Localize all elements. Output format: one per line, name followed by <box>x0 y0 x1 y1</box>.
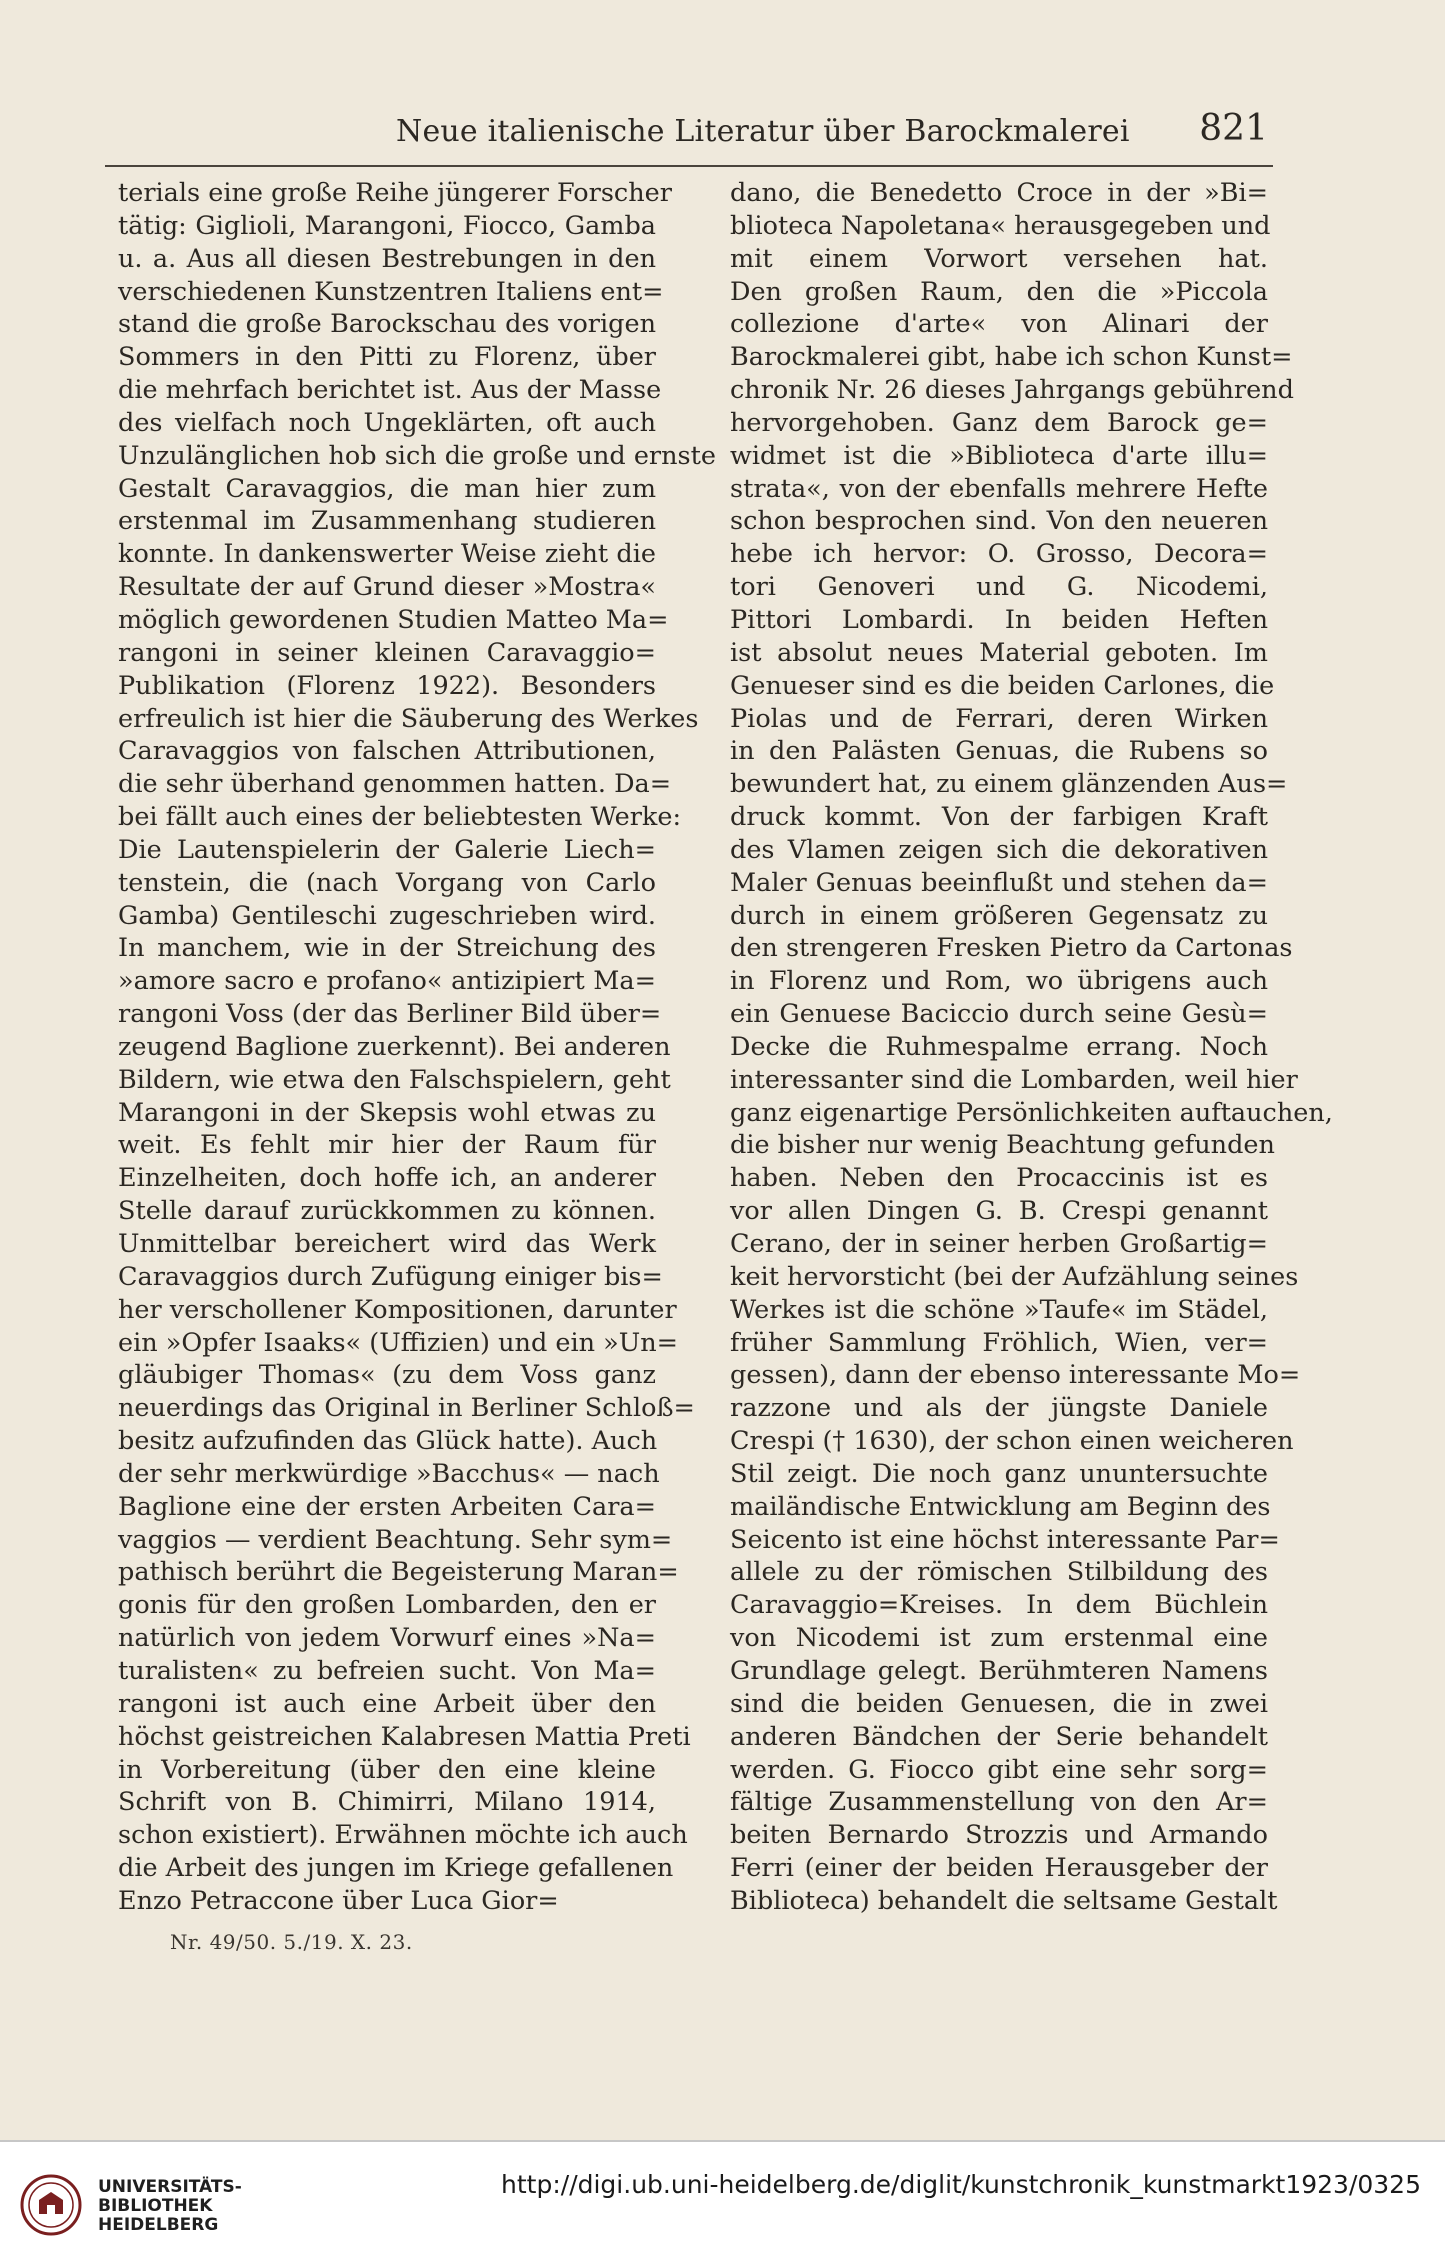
text-line: Gestalt Caravaggios, die man hier zum <box>118 473 656 504</box>
text-line: tätig: Giglioli, Marangoni, Fiocco, Gamba <box>118 210 656 241</box>
text-line: Unzulänglichen hob sich die große und ernste <box>118 440 716 471</box>
text-line: mit einem Vorwort versehen hat. <box>730 243 1268 274</box>
text-line: ist absolut neues Material geboten. Im <box>730 637 1268 668</box>
source-url-link[interactable]: http://digi.ub.uni-heidelberg.de/diglit/kunstchronik_kunstmarkt1923/0325 <box>501 2170 1421 2199</box>
text-line: Ferri (einer der beiden Herausgeber der <box>730 1853 1268 1884</box>
left-column <box>118 177 716 1918</box>
text-line: tenstein, die (nach Vorgang von Carlo <box>118 867 656 898</box>
text-line: razzone und als der jüngste Daniele <box>730 1393 1268 1424</box>
library-name-line: BIBLIOTHEK <box>98 2196 213 2216</box>
text-line: neuerdings das Original in Berliner Schloß= <box>118 1393 695 1424</box>
text-line: In manchem, wie in der Streichung des <box>118 933 656 964</box>
text-line: Werkes ist die schöne »Taufe« im Städel, <box>730 1294 1268 1325</box>
text-line: turalisten« zu befreien sucht. Von Ma= <box>118 1655 656 1686</box>
text-line: konnte. In dankenswerter Weise zieht die <box>118 539 656 570</box>
text-line: allele zu der römischen Stilbildung des <box>730 1557 1268 1588</box>
text-line: ein »Opfer Isaaks« (Uffizien) und ein »Un= <box>118 1327 679 1358</box>
text-line: terials eine große Reihe jüngerer Forscher <box>118 178 672 208</box>
text-line: Decke die Ruhmespalme errang. Noch <box>730 1031 1268 1062</box>
text-line: mailändische Entwicklung am Beginn des <box>730 1491 1271 1522</box>
text-line: keit hervorsticht (bei der Aufzählung seines <box>730 1261 1299 1292</box>
text-line: durch in einem größeren Gegensatz zu <box>730 900 1268 931</box>
text-line: fältige Zusammenstellung von den Ar= <box>730 1787 1268 1818</box>
text-line: stand die große Barockschau des vorigen <box>118 309 656 340</box>
page-number: 821 <box>1199 108 1268 149</box>
text-line: gonis für den großen Lombarden, den er <box>118 1590 656 1621</box>
text-line: pathisch berührt die Begeisterung Maran= <box>118 1557 679 1588</box>
text-line: Caravaggios von falschen Attributionen, <box>118 736 656 767</box>
university-seal-icon <box>20 2174 82 2236</box>
text-line: zeugend Baglione zuerkennt). Bei anderen <box>118 1031 671 1062</box>
text-line: die mehrfach berichtet ist. Aus der Masse <box>118 375 662 406</box>
text-line: besitz aufzufinden das Glück hatte). Auch <box>118 1426 658 1457</box>
text-line: von Nicodemi ist zum erstenmal eine <box>730 1623 1268 1654</box>
text-line: in den Palästen Genuas, die Rubens so <box>730 736 1268 767</box>
text-line: chronik Nr. 26 dieses Jahrgangs gebührend <box>730 375 1294 406</box>
text-line: her verschollener Kompositionen, darunter <box>118 1294 677 1325</box>
text-line: sind die beiden Genuesen, die in zwei <box>730 1688 1268 1719</box>
text-line: Stil zeigt. Die noch ganz ununtersuchte <box>730 1458 1268 1489</box>
text-line: ein Genuese Baciccio durch seine Gesù= <box>730 999 1268 1030</box>
text-line: beiten Bernardo Strozzis und Armando <box>730 1820 1268 1851</box>
text-line: u. a. Aus all diesen Bestrebungen in den <box>118 243 656 274</box>
text-line: collezione d'arte« von Alinari der <box>730 309 1268 340</box>
text-line: widmet ist die »Biblioteca d'arte illu= <box>730 440 1268 471</box>
text-line: Stelle darauf zurückkommen zu können. <box>118 1196 656 1227</box>
text-line: Piolas und de Ferrari, deren Wirken <box>730 703 1268 734</box>
text-line: Gamba) Gentileschi zugeschrieben wird. <box>118 900 656 931</box>
text-line: Biblioteca) behandelt die seltsame Gestalt <box>730 1885 1278 1916</box>
text-line: Cerano, der in seiner herben Großartig= <box>730 1229 1268 1259</box>
text-line: Grundlage gelegt. Berühmteren Namens <box>730 1655 1268 1686</box>
text-line: die sehr überhand genommen hatten. Da= <box>118 769 672 800</box>
library-logo[interactable] <box>20 2172 420 2252</box>
text-line: Pittori Lombardi. In beiden Heften <box>730 604 1268 635</box>
library-name-line: UNIVERSITÄTS- <box>98 2177 242 2197</box>
text-line: Sommers in den Pitti zu Florenz, über <box>118 342 656 373</box>
text-line: hebe ich hervor: O. Grosso, Decora= <box>730 539 1268 570</box>
text-line: in Vorbereitung (über den eine kleine <box>118 1754 656 1785</box>
text-line: Maler Genuas beeinflußt und stehen da= <box>730 867 1268 898</box>
viewer-footer <box>0 2140 1445 2268</box>
library-name <box>98 2178 242 2235</box>
text-line: Baglione eine der ersten Arbeiten Cara= <box>118 1491 656 1522</box>
text-line: weit. Es fehlt mir hier der Raum für <box>118 1130 656 1161</box>
text-line: blioteca Napoletana« herausgegeben und <box>730 210 1271 241</box>
text-line: Einzelheiten, doch hoffe ich, an anderer <box>118 1163 656 1194</box>
text-line: gläubiger Thomas« (zu dem Voss ganz <box>118 1360 656 1391</box>
header-rule <box>105 165 1273 167</box>
text-line: schon besprochen sind. Von den neueren <box>730 506 1268 537</box>
text-line: Barockmalerei gibt, habe ich schon Kunst= <box>730 342 1293 373</box>
text-line: ganz eigenartige Persönlichkeiten auftauchen, <box>730 1097 1333 1128</box>
running-title: Neue italienische Literatur über Barockmalerei <box>396 114 1130 149</box>
text-line: möglich gewordenen Studien Matteo Ma= <box>118 604 669 635</box>
text-line: Unmittelbar bereichert wird das Werk <box>118 1229 656 1259</box>
text-line: natürlich von jedem Vorwurf eines »Na= <box>118 1623 656 1654</box>
text-line: tori Genoveri und G. Nicodemi, <box>730 572 1268 603</box>
text-line: anderen Bändchen der Serie behandelt <box>730 1721 1268 1752</box>
text-line: Genueser sind es die beiden Carlones, die <box>730 670 1275 701</box>
text-line: vaggios — verdient Beachtung. Sehr sym= <box>118 1524 673 1555</box>
text-line: bei fällt auch eines der beliebtesten Werke: <box>118 802 682 833</box>
text-line: bewundert hat, zu einem glänzenden Aus= <box>730 769 1288 800</box>
text-line: Resultate der auf Grund dieser »Mostra« <box>118 572 656 603</box>
issue-note: Nr. 49/50. 5./19. X. 23. <box>170 1930 413 1954</box>
text-line: des vielfach noch Ungeklärten, oft auch <box>118 407 656 438</box>
text-line: erstenmal im Zusammenhang studieren <box>118 506 656 537</box>
text-line: erfreulich ist hier die Säuberung des Werkes <box>118 703 699 734</box>
text-line: in Florenz und Rom, wo übrigens auch <box>730 966 1268 997</box>
text-line: »amore sacro e profano« antizipiert Ma= <box>118 966 656 997</box>
text-line: Caravaggios durch Zufügung einiger bis= <box>118 1261 663 1292</box>
text-line: Enzo Petraccone über Luca Gior= <box>118 1885 559 1916</box>
text-line: haben. Neben den Procaccinis ist es <box>730 1163 1268 1194</box>
library-name-line: HEIDELBERG <box>98 2215 219 2235</box>
text-line: die bisher nur wenig Beachtung gefunden <box>730 1130 1275 1161</box>
text-line: gessen), dann der ebenso interessante Mo= <box>730 1360 1301 1391</box>
text-line: werden. G. Fiocco gibt eine sehr sorg= <box>730 1754 1268 1785</box>
text-line: schon existiert). Erwähnen möchte ich auch <box>118 1820 688 1851</box>
text-line: Schrift von B. Chimirri, Milano 1914, <box>118 1787 656 1818</box>
text-line: verschiedenen Kunstzentren Italiens ent= <box>118 276 664 307</box>
page-header <box>108 102 1268 162</box>
text-line: interessanter sind die Lombarden, weil hier <box>730 1064 1298 1095</box>
text-line: rangoni Voss (der das Berliner Bild über= <box>118 999 662 1030</box>
text-line: dano, die Benedetto Croce in der »Bi= <box>730 178 1268 208</box>
text-line: des Vlamen zeigen sich die dekorativen <box>730 834 1268 865</box>
text-line: rangoni in seiner kleinen Caravaggio= <box>118 637 656 668</box>
text-line: Den großen Raum, den die »Piccola <box>730 276 1268 307</box>
text-line: druck kommt. Von der farbigen Kraft <box>730 802 1268 833</box>
text-line: die Arbeit des jungen im Kriege gefallenen <box>118 1853 674 1884</box>
text-line: strata«, von der ebenfalls mehrere Hefte <box>730 473 1268 504</box>
right-column <box>730 177 1333 1918</box>
text-line: hervorgehoben. Ganz dem Barock ge= <box>730 407 1268 438</box>
text-line: rangoni ist auch eine Arbeit über den <box>118 1688 656 1719</box>
text-line: Marangoni in der Skepsis wohl etwas zu <box>118 1097 656 1128</box>
text-line: Bildern, wie etwa den Falschspielern, geht <box>118 1064 671 1095</box>
text-line: früher Sammlung Fröhlich, Wien, ver= <box>730 1327 1268 1358</box>
text-line: der sehr merkwürdige »Bacchus« — nach <box>118 1458 660 1489</box>
text-line: Die Lautenspielerin der Galerie Liech= <box>118 834 656 865</box>
text-line: Crespi († 1630), der schon einen weicheren <box>730 1426 1294 1457</box>
text-line: Caravaggio=Kreises. In dem Büchlein <box>730 1590 1268 1621</box>
text-line: Seicento ist eine höchst interessante Par= <box>730 1524 1280 1555</box>
text-line: vor allen Dingen G. B. Crespi genannt <box>730 1196 1268 1227</box>
text-line: höchst geistreichen Kalabresen Mattia Preti <box>118 1721 691 1752</box>
text-line: den strengeren Fresken Pietro da Cartonas <box>730 933 1293 964</box>
text-line: Publikation (Florenz 1922). Besonders <box>118 670 656 701</box>
